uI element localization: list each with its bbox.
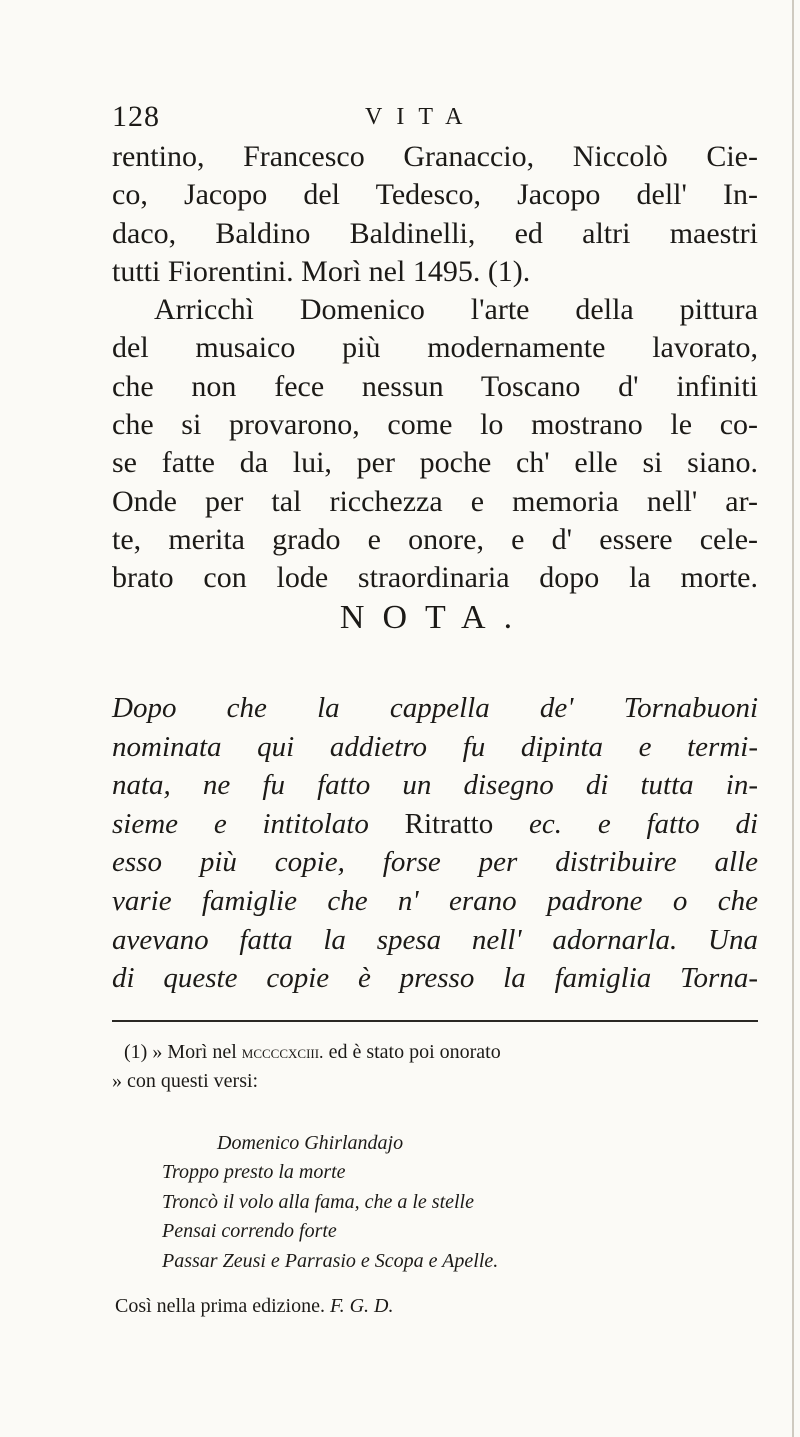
note-text [112,689,758,998]
page-edge [792,0,794,1437]
body-line: del musaico più modernamente lavorato, [112,331,758,365]
running-title: VITA [365,104,477,130]
note-line: esso più copie, forse per distribuire alle [112,846,758,879]
footnote-text-end: ed è stato poi onorato [328,1041,501,1063]
poem-line: Troppo presto la morte [162,1161,346,1183]
poem-line: Passar Zeusi e Parrasio e Scopa e Apelle. [162,1249,499,1272]
footnote-line [112,1038,758,1067]
note-line: varie famiglie che n' erano padrone o che [112,884,758,917]
note-line-end: ec. e fatto di [529,807,759,840]
note-line: nominata qui addietro fu dipinta e termi- [112,730,758,763]
body-line: Onde per tal ricchezza e memoria nell' ar- [112,484,758,518]
body-line: co, Jacopo del Tedesco, Jacopo dell' In- [112,178,758,212]
poem-line: Troncò il volo alla fama, che a le stelle [162,1190,474,1213]
poem-line: Pensai correndo forte [162,1220,337,1242]
body-line: te, merita grado e onore, e d' essere cele- [112,522,758,556]
body-line: che non fece nessun Toscano d' infiniti [112,369,758,403]
footnote [112,1038,758,1096]
editor-initials: F. G. D. [329,1295,394,1317]
note-line [112,805,758,844]
section-heading: NOTA. [339,599,531,636]
body-line: che si provarono, come lo mostrano le co- [112,408,758,442]
note-line: nata, ne fu fatto un disegno di tutta in- [112,769,758,802]
note-line: avevano fatta la spesa nell' adornarla. Una [112,923,758,956]
note-line: Dopo che la cappella de' Tornabuoni [112,692,758,724]
body-line: rentino, Francesco Granaccio, Niccolò Cie- [112,140,758,173]
body-line: tutti Fiorentini. Morì nel 1495. (1). [112,254,531,288]
footnote-line: » con questi versi: [112,1070,259,1092]
footnote-text-start: » Morì nel [152,1041,237,1063]
note-line-start: sieme e intitolato [112,807,369,840]
poem-title: Domenico Ghirlandajo [217,1132,404,1154]
body-line: se fatte da lui, per poche ch' elle si siano. [112,446,758,480]
footnote-marker: (1) [124,1041,148,1063]
edition-note [115,1295,393,1318]
footnote-rule [112,1020,758,1022]
body-line: brato con lode straordinaria dopo la morte. [112,561,758,595]
page-number: 128 [112,100,160,133]
footnote-year: mccccxciii. [241,1042,324,1062]
body-line: Arricchì Domenico l'arte della pittura [154,293,758,327]
epitaph-poem [162,1128,722,1276]
edition-note-text: Così nella prima edizione. [115,1295,325,1317]
portrait-title: Ritratto [404,807,494,840]
note-line: di queste copie è presso la famiglia Torna- [112,962,758,995]
running-head [112,100,752,140]
body-line: daco, Baldino Baldinelli, ed altri maestri [112,216,758,250]
body-text [112,138,758,598]
